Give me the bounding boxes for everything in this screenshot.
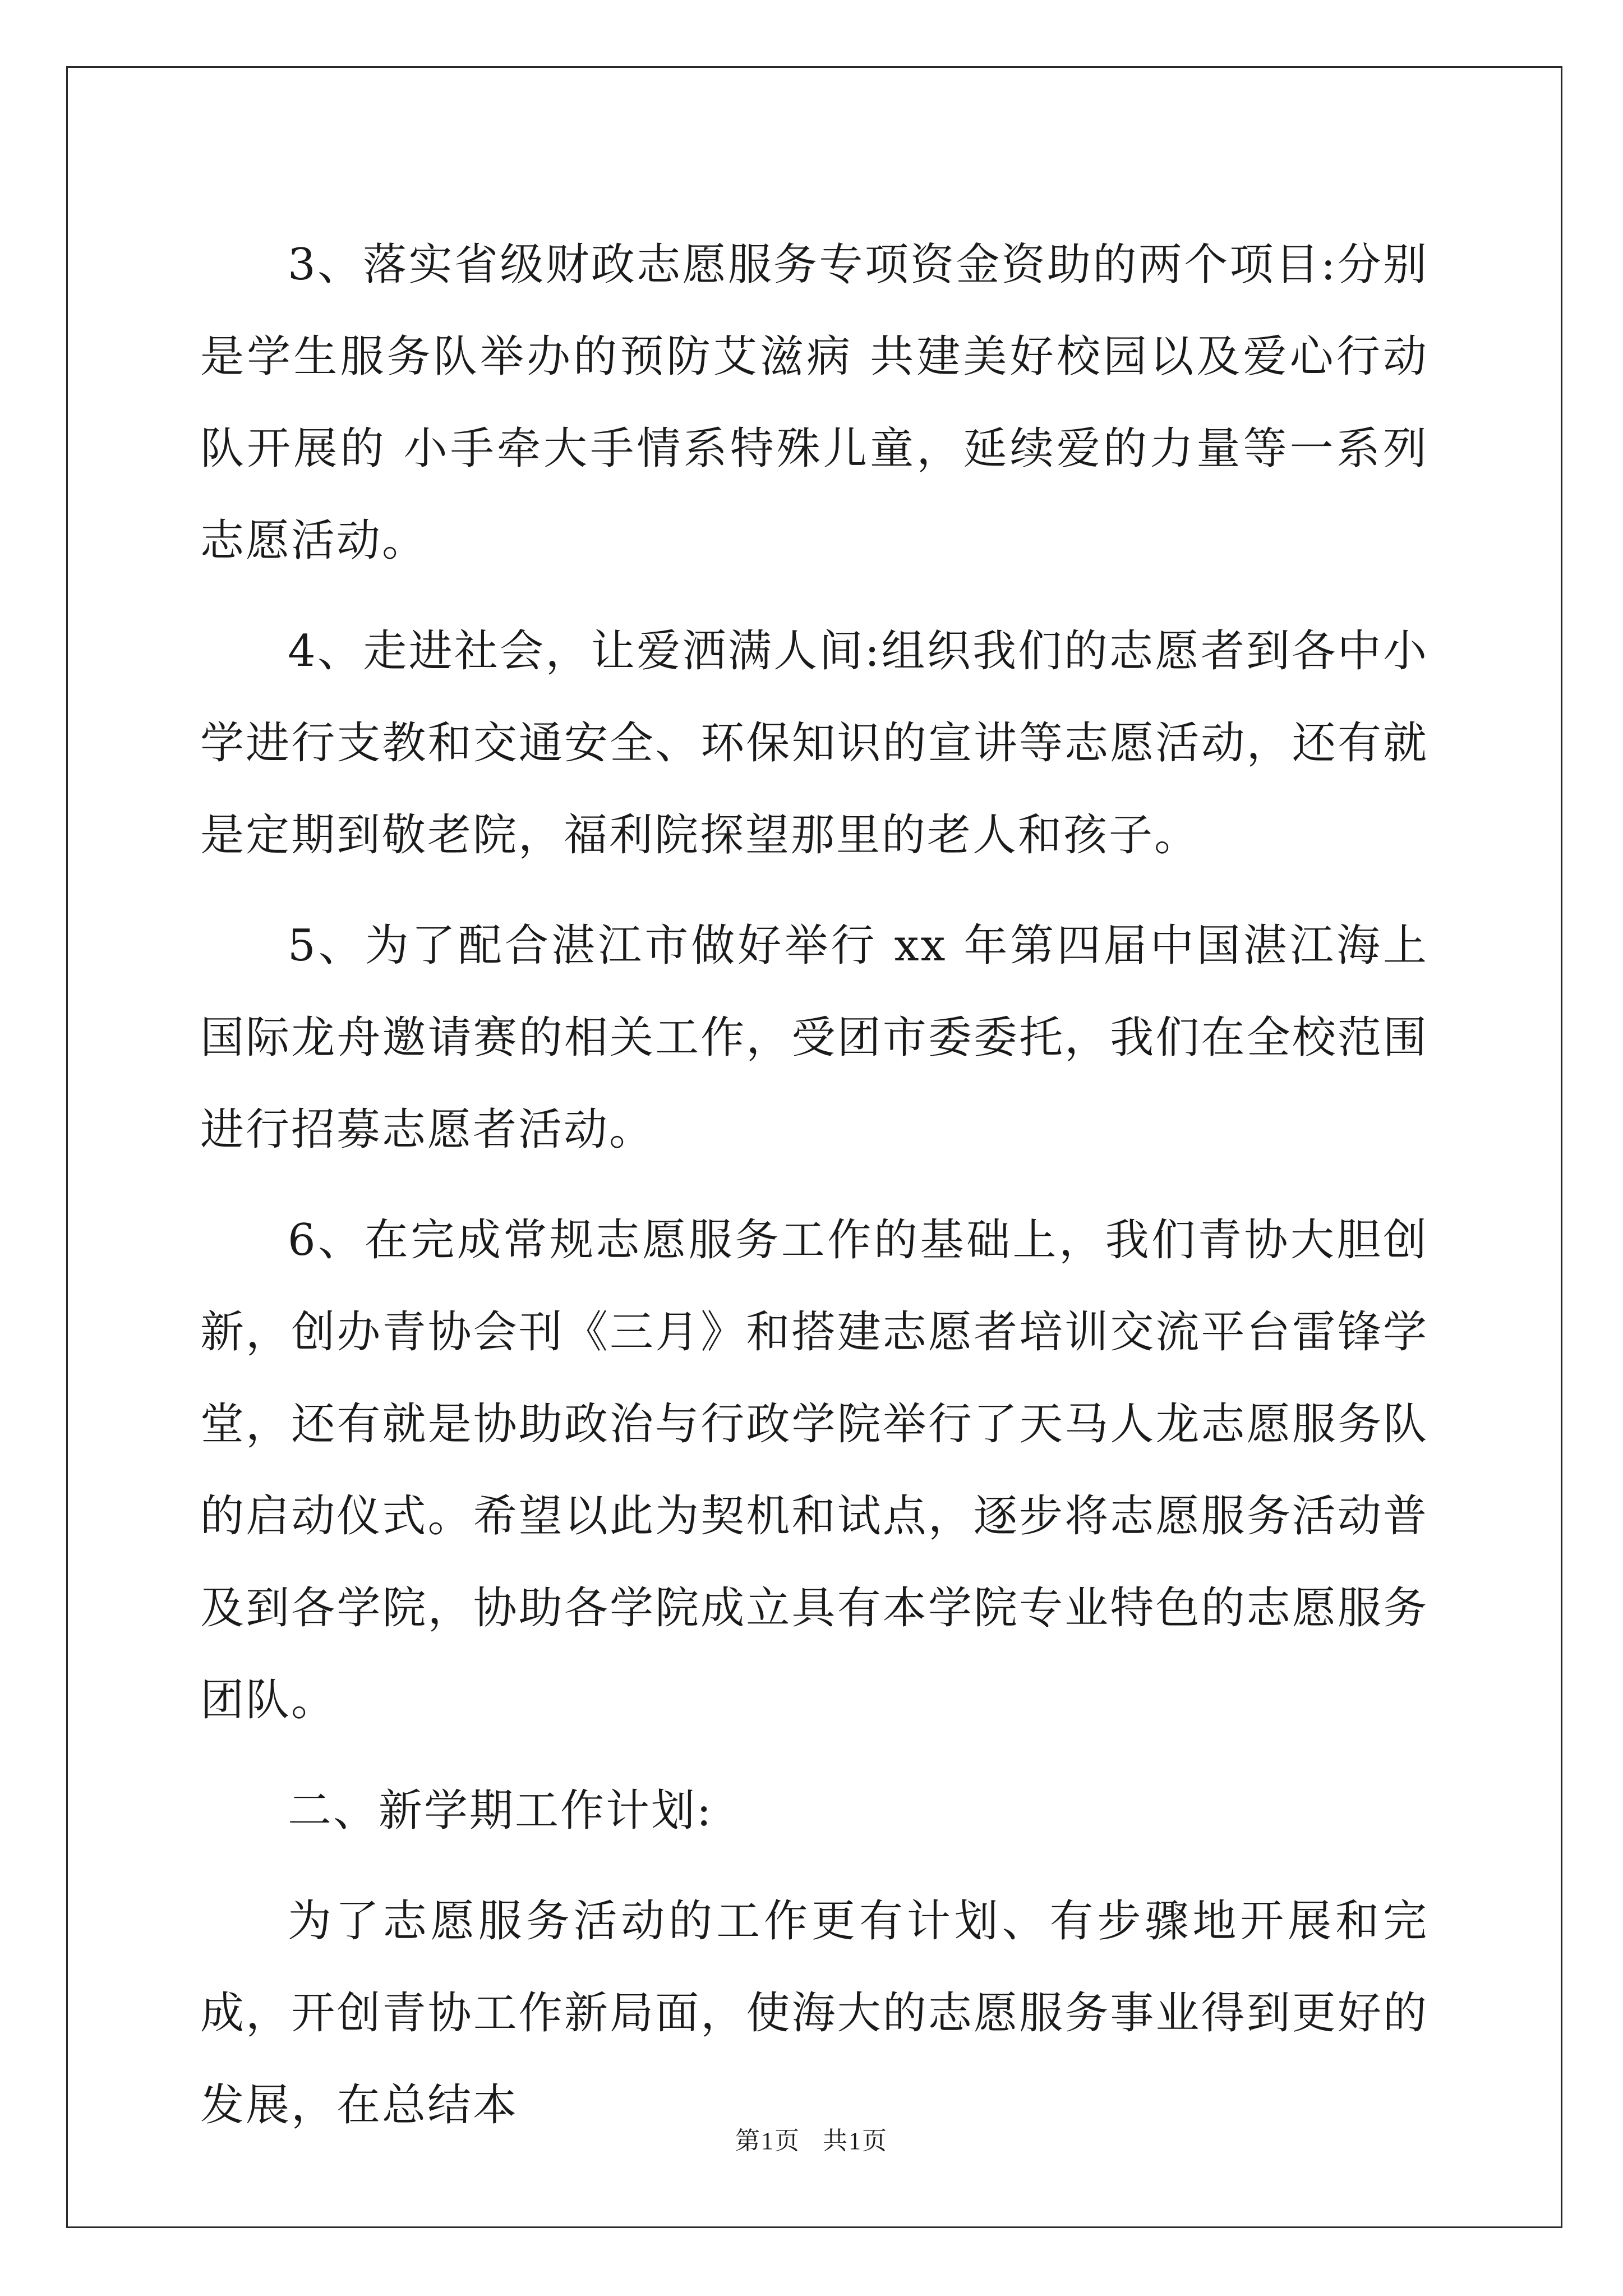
page-footer bbox=[0, 2120, 1623, 2156]
paragraph-item-3: 3、落实省级财政志愿服务专项资金资助的两个项目:分别是学生服务队举办的预防艾滋病 共建美好校园以及爱心行动队开展的 小手牵大手情系特殊儿童，延续爱的力量等一系列志愿活动。 bbox=[200, 240, 1428, 566]
section-heading-plan: 二、新学期工作计划: bbox=[288, 1786, 713, 1836]
paragraph-item-4: 4、走进社会，让爱洒满人间:组织我们的志愿者到各中小学进行支教和交通安全、环保知识的宣讲等志愿活动，还有就是定期到敬老院，福利院探望那里的老人和孩子。 bbox=[200, 626, 1428, 861]
paragraph-item-5: 5、为了配合湛江市做好举行 xx 年第四届中国湛江海上国际龙舟邀请赛的相关工作，受团市委委托，我们在全校范围进行招募志愿者活动。 bbox=[200, 921, 1428, 1155]
document-body bbox=[200, 219, 1428, 2170]
page-total: 共1页 bbox=[823, 2127, 888, 2155]
paragraph-item-6: 6、在完成常规志愿服务工作的基础上，我们青协大胆创新，创办青协会刊《三月》和搭建志愿者培训交流平台雷锋学堂，还有就是协助政治与行政学院举行了天马人龙志愿服务队的启动仪式。希望以此为契机和试点，逐步将志愿服务活动普及到各学院，协助各学院成立具有本学院专业特色的志愿服务团队。 bbox=[200, 1215, 1428, 1726]
page-number: 第1页 bbox=[735, 2127, 800, 2155]
paragraph-plan-intro: 为了志愿服务活动的工作更有计划、有步骤地开展和完成，开创青协工作新局面，使海大的志愿服务事业得到更好的发展，在总结本 bbox=[200, 1896, 1428, 2131]
